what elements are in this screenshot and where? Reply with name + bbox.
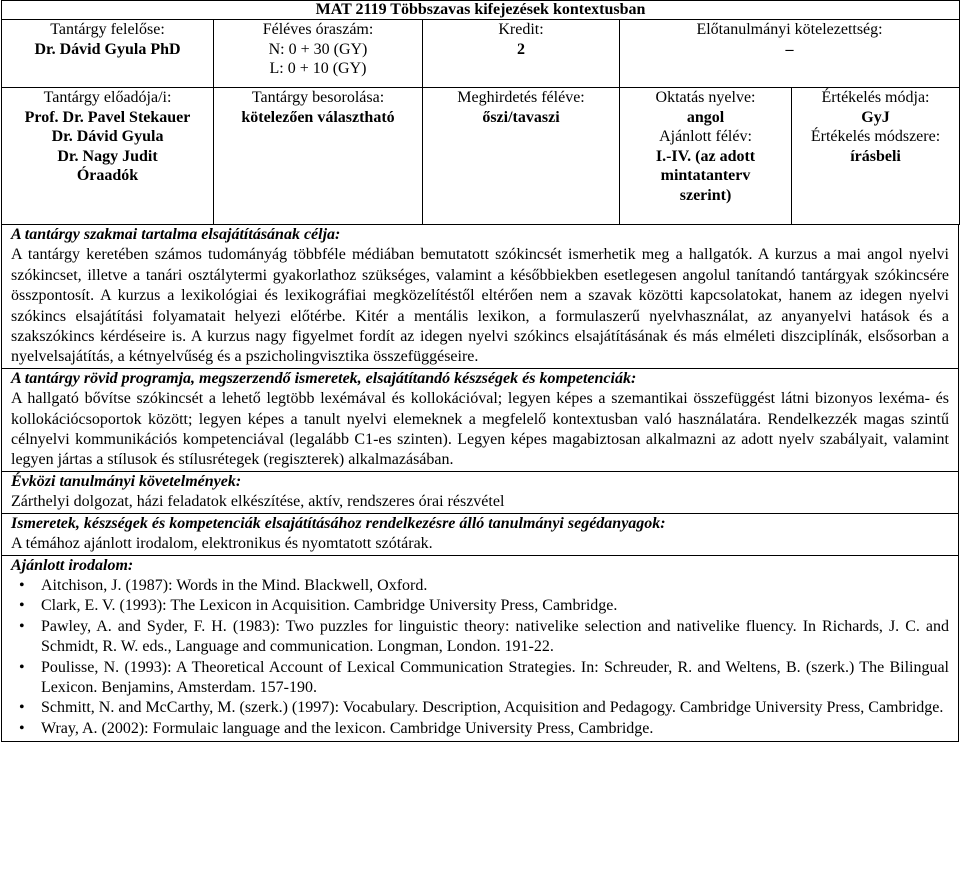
hours-cell — [214, 20, 423, 88]
hours-label: Féléves óraszám: — [262, 21, 374, 38]
requirements-section — [1, 472, 959, 514]
reference-item: • Pawley, A. and Syder, F. H. (1983): Two puzzles for linguistic theory: nativelike selection and nativelike fluency. In Richards, J. C. and Schmidt, R. W. eds., Language and communication. Longman, London. 191-22. — [41, 617, 949, 658]
language-label: Oktatás nyelve: — [655, 89, 756, 106]
eval-method-label: Értékelés módszere: — [810, 128, 941, 146]
references-section — [1, 556, 959, 743]
lecturer-1: Prof. Dr. Pavel Stekauer — [24, 108, 191, 126]
goal-heading: A tantárgy szakmai tartalma elsajátításának célja: — [11, 226, 341, 243]
lecturers-cell — [2, 88, 214, 225]
eval-method-value: írásbeli — [850, 147, 901, 165]
lecturer-2: Dr. Dávid Gyula — [51, 128, 164, 146]
hours-l: L: 0 + 10 (GY) — [269, 60, 367, 78]
program-section — [1, 369, 959, 472]
credit-value: 2 — [517, 40, 525, 58]
materials-text: A témához ajánlott irodalom, elektronikus és nyomtatott szótárak. — [11, 535, 433, 553]
lecturers-label: Tantárgy előadója/i: — [43, 89, 172, 106]
classification-cell — [214, 88, 423, 225]
responsible-name: Dr. Dávid Gyula PhD — [34, 40, 181, 58]
course-title: MAT 2119 Többszavas kifejezések kontextusban — [2, 1, 960, 20]
prereq-label: Előtanulmányi kötelezettség: — [696, 21, 883, 38]
recommended-semester-value: I.-IV. (az adott mintatanterv szerint) — [655, 147, 756, 204]
goal-section — [1, 225, 959, 369]
recommended-semester-label: Ajánlott félév: — [659, 128, 752, 146]
hours-n: N: 0 + 30 (GY) — [268, 40, 368, 58]
semester-value: őszi/tavaszi — [482, 108, 560, 126]
language-cell — [620, 88, 792, 225]
responsible-label: Tantárgy felelőse: — [50, 21, 165, 38]
classification-label: Tantárgy besorolása: — [251, 89, 385, 106]
materials-section — [1, 514, 959, 556]
materials-heading: Ismeretek, készségek és kompetenciák elsajátításához rendelkezésre álló tanulmányi segédanyagok: — [11, 514, 666, 532]
lecturer-3: Dr. Nagy Judit — [57, 147, 158, 165]
lecturer-4: Óraadók — [76, 167, 139, 185]
reference-item: • Poulisse, N. (1993): A Theoretical Account of Lexical Communication Strategies. In: Schreuder, R. and Weltens, B. (szerk.) The Bilingual Lexicon. Benjamins, Amsterdam. 157-190. — [41, 658, 949, 699]
eval-mode-label: Értékelés módja: — [821, 89, 930, 106]
reference-item: • Clark, E. V. (1993): The Lexicon in Acquisition. Cambridge University Press, Cambridge. — [41, 596, 949, 616]
program-text: A hallgató bővítse szókincsét a lehető legtöbb lexémával és kollokációval; legyen képes a szemantikai összefüggést látni bizonyos lexéma- és kollokációcsoportok között; legyen képes a tanult nyelvi elemeknek a megfelelő kontextusban való használatára. Rendelkezzék magas szintű célnyelvi kommunikációs kompetenciával (legalább C1-es szinten). Legyen képes magabiztosan alkalmazni az adott nyelv szabályait, valamint legyen jártas a stílusok és stílusrétegek (regiszterek) alkalmazásában. — [11, 390, 949, 469]
classification-value: kötelezően választható — [241, 108, 395, 126]
course-datasheet — [1, 0, 959, 742]
reference-item: • Wray, A. (2002): Formulaic language and the lexicon. Cambridge University Press, Cambridge. — [41, 719, 949, 739]
goal-text: A tantárgy keretében számos tudományág többféle médiában bemutatott szókincsét ismerhetik meg a hallgatók. A kurzus a mai angol nyelvi szókincset, illetve a tanári osztálytermi gyakorlathoz szükséges, valamint a későbbiekben esetlegesen angolul tanítandó tantárgyak szókincsére összpontosít. A kurzus a lexikológiai és lexikográfiai megközelítéstől eltérően nem a szavak közötti kapcsolatokat, hanem az idegen nyelvi szókincs elsajátítási folyamatait helyezi előtérbe. Kitér a mentális lexikon, a formulaszerű nyelvhasználat, az anyanyelvi hatások és a szakszókincs kérdéseire is. A kurzus nagy figyelmet fordít az idegen nyelvi szókincs elsajátításának és más elméleti diszciplínák, elsősorban a nyelvelsajátítás, a kétnyelvűség és a pszicholingvisztika összefüggéseire. — [11, 246, 949, 366]
references-list — [11, 576, 949, 739]
semester-label: Meghirdetés féléve: — [457, 89, 585, 106]
language-value: angol — [686, 108, 725, 126]
credit-label: Kredit: — [498, 21, 544, 38]
evaluation-cell — [792, 88, 960, 225]
requirements-text: Zárthelyi dolgozat, házi feladatok elkészítése, aktív, rendszeres órai részvétel — [11, 493, 505, 511]
prereq-value: – — [785, 40, 794, 58]
requirements-heading: Évközi tanulmányi követelmények: — [11, 472, 242, 490]
course-header-table — [1, 0, 960, 225]
references-heading: Ajánlott irodalom: — [11, 556, 134, 574]
credit-cell — [423, 20, 620, 88]
eval-mode-value: GyJ — [861, 108, 890, 126]
responsible-cell — [2, 20, 214, 88]
prereq-cell — [620, 20, 960, 88]
reference-item: • Aitchison, J. (1987): Words in the Mind. Blackwell, Oxford. — [41, 576, 949, 596]
program-heading: A tantárgy rövid programja, megszerzendő ismeretek, elsajátítandó készségek és kompetenciák: — [11, 369, 637, 387]
reference-item: • Schmitt, N. and McCarthy, M. (szerk.) (1997): Vocabulary. Description, Acquisition and Pedagogy. Cambridge University Press, Cambridge. — [41, 698, 949, 718]
semester-cell — [423, 88, 620, 225]
